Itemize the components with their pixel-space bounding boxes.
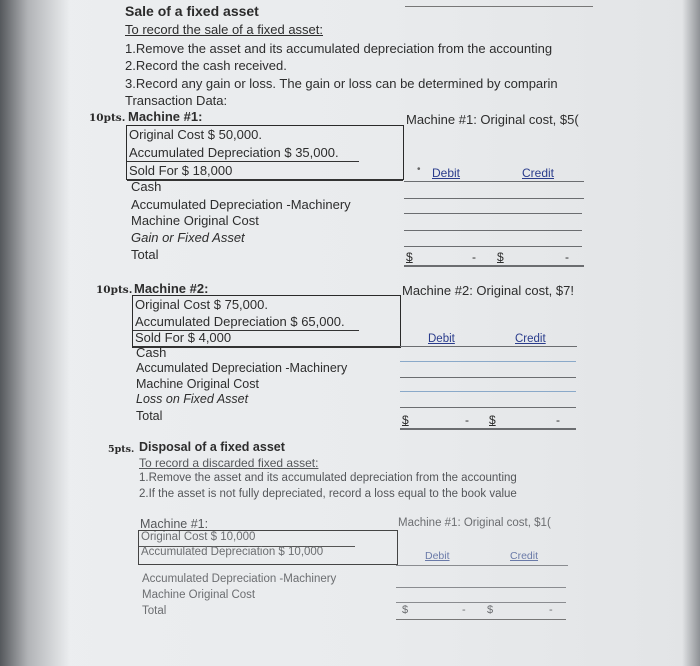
entry-line-accum-dep[interactable]	[400, 377, 576, 378]
dash: -	[565, 250, 569, 264]
original-cost: Original Cost $ 50,000.	[129, 127, 262, 142]
credit-header: Credit	[510, 550, 539, 562]
total-debit: $	[402, 604, 409, 616]
step-2: 2.Record the cash received.	[125, 58, 287, 73]
credit-header: Credit	[522, 166, 555, 180]
entry-line-gain-loss[interactable]	[400, 407, 576, 408]
header-rule	[400, 346, 577, 347]
total-rule	[400, 428, 576, 430]
credit-header: Credit	[515, 333, 546, 345]
entry-line-orig-cost[interactable]	[404, 230, 582, 231]
original-cost: Original Cost $ 10,000	[141, 531, 256, 543]
row-total: Total	[142, 605, 167, 617]
step-3: 3.Record any gain or loss. The gain or loss can be determined by comparin	[125, 76, 558, 91]
step-1: 1.Remove the asset and its accumulated depreciation from the accounting	[125, 41, 553, 56]
total-credit: $	[489, 413, 496, 427]
points-label: 10pts.	[96, 284, 133, 296]
accumulated-depreciation: Accumulated Depreciation $ 10,000	[141, 546, 324, 558]
row-total: Total	[136, 409, 163, 423]
divider	[133, 346, 400, 348]
machine-2-title: Machine #2:	[134, 281, 209, 296]
points-label: 5pts.	[108, 444, 135, 455]
dash: -	[556, 413, 560, 427]
entry-line-cash[interactable]	[404, 198, 584, 199]
total-credit: $	[487, 604, 494, 616]
section-title: Sale of a fixed asset	[125, 3, 259, 19]
machine-1-cost-header: Machine #1: Original cost, $5(	[406, 112, 579, 127]
sold-for: Sold For $ 18,000	[129, 163, 233, 178]
machine-1-title: Machine #1:	[128, 109, 203, 124]
total-debit: $	[402, 413, 409, 427]
dash: -	[549, 604, 553, 616]
dash: -	[462, 604, 466, 616]
total-credit: $	[497, 250, 504, 264]
total-rule	[404, 265, 584, 267]
row-accumulated-depreciation: Accumulated Depreciation -Machinery	[142, 573, 337, 585]
disposal-subtitle: To record a discarded fixed asset:	[139, 456, 319, 470]
row-gain-loss: Gain or Fixed Asset	[131, 230, 245, 245]
top-rule	[405, 6, 593, 7]
total-debit: $	[406, 250, 413, 264]
row-gain-loss: Loss on Fixed Asset	[136, 392, 249, 406]
total-rule	[396, 619, 566, 620]
points-label: 10pts.	[89, 112, 126, 124]
row-machine-original-cost: Machine Original Cost	[131, 213, 259, 228]
debit-header: Debit	[432, 166, 461, 180]
entry-line-accum-dep[interactable]	[404, 213, 582, 214]
disposal-title: Disposal of a fixed asset	[139, 440, 285, 454]
section-subtitle: To record the sale of a fixed asset:	[125, 22, 323, 37]
original-cost: Original Cost $ 75,000.	[135, 297, 268, 312]
dash: -	[465, 413, 469, 427]
entry-line-cash[interactable]	[400, 361, 576, 362]
machine-2-cost-header: Machine #2: Original cost, $7!	[402, 283, 574, 298]
disposal-step-2: 2.If the asset is not fully depreciated, record a loss equal to the book value	[139, 488, 517, 500]
divider	[127, 179, 403, 181]
debit-header: Debit	[428, 333, 455, 345]
header-rule	[404, 181, 584, 182]
row-accumulated-depreciation: Accumulated Depreciation -Machinery	[131, 197, 351, 212]
entry-line-accum-dep[interactable]	[396, 587, 566, 588]
row-cash: Cash	[136, 345, 167, 360]
entry-line-orig-cost[interactable]	[396, 602, 566, 603]
entry-line-orig-cost[interactable]	[400, 391, 576, 392]
disposal-step-1: 1.Remove the asset and its accumulated depreciation from the accounting	[139, 472, 517, 484]
disposal-cost-header: Machine #1: Original cost, $1(	[398, 517, 551, 529]
transaction-data-label: Transaction Data:	[125, 93, 228, 108]
debit-header: Debit	[425, 550, 450, 562]
disposal-machine-title: Machine #1:	[140, 517, 209, 531]
entry-line-gain-loss[interactable]	[404, 246, 582, 247]
row-accumulated-depreciation: Accumulated Depreciation -Machinery	[136, 361, 348, 375]
header-rule	[396, 565, 568, 566]
row-cash: Cash	[131, 179, 162, 194]
row-total: Total	[131, 247, 159, 262]
photo-shadow-right	[682, 0, 700, 666]
dot-mark: •	[417, 164, 421, 175]
row-machine-original-cost: Machine Original Cost	[136, 377, 259, 391]
photo-shadow-left	[0, 0, 70, 666]
sold-for: Sold For $ 4,000	[135, 330, 232, 345]
accumulated-depreciation: Accumulated Depreciation $ 35,000.	[129, 145, 339, 160]
dash: -	[472, 250, 476, 264]
row-machine-original-cost: Machine Original Cost	[142, 589, 256, 601]
accumulated-depreciation: Accumulated Depreciation $ 65,000.	[135, 314, 345, 329]
divider	[127, 161, 359, 162]
